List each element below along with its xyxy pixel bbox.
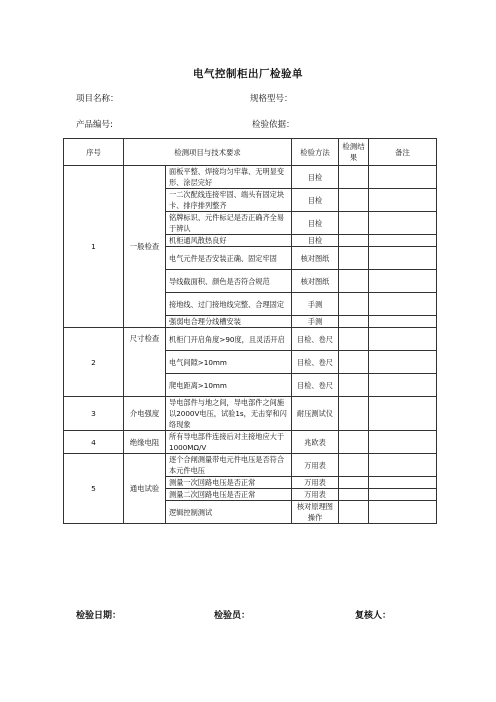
result-cell[interactable] [339, 374, 369, 397]
group-no: 5 [64, 454, 124, 524]
result-cell[interactable] [339, 293, 369, 316]
group-name: 介电强度 [124, 397, 166, 431]
header-result: 检测结果 [339, 139, 369, 166]
item-requirement: 爬电距离>10mm [166, 374, 292, 397]
item-method: 万用表 [292, 489, 339, 501]
remark-cell[interactable] [369, 166, 437, 189]
item-method: 目检 [292, 235, 339, 247]
page-title: 电气控制柜出厂检验单 [193, 68, 303, 80]
group-name: 一般检查 [124, 166, 166, 328]
result-cell[interactable] [339, 489, 369, 501]
model-spec-label: 规格型号： [250, 94, 293, 104]
item-requirement: 强弱电合理分线槽安装 [166, 316, 292, 328]
result-cell[interactable] [339, 270, 369, 293]
remark-cell[interactable] [369, 316, 437, 328]
item-requirement: 逻辑控制测试 [166, 501, 292, 524]
result-cell[interactable] [339, 328, 369, 351]
item-method: 目检 [292, 189, 339, 212]
item-method: 万用表 [292, 454, 339, 477]
item-requirement: 面板平整、焊接均匀牢靠、无明显变形、涂层完好 [166, 166, 292, 189]
item-method: 万用表 [292, 477, 339, 489]
item-requirement: 机柜门开启角度>90度，且灵活开启 [166, 328, 292, 351]
header-item-requirement: 检测项目与技术要求 [124, 139, 292, 166]
item-requirement: 逐个合闸测量带电元件电压是否符合本元件电压 [166, 454, 292, 477]
inspection-date-label: 检验日期： [76, 611, 122, 621]
item-method: 手测 [292, 316, 339, 328]
item-method: 核对图纸 [292, 270, 339, 293]
remark-cell[interactable] [369, 477, 437, 489]
header-no: 序号 [64, 139, 124, 166]
item-method: 目检 [292, 212, 339, 235]
group-name: 通电试验 [124, 454, 166, 524]
inspector-label: 检验员： [214, 611, 251, 621]
result-cell[interactable] [339, 166, 369, 189]
result-cell[interactable] [339, 235, 369, 247]
remark-cell[interactable] [369, 397, 437, 431]
item-method: 目检、卷尺 [292, 374, 339, 397]
result-cell[interactable] [339, 212, 369, 235]
table-row [64, 397, 437, 431]
table-row [64, 328, 437, 351]
item-requirement: 所有导电部件连接后对主接地应大于1000ΜΩ/V [166, 431, 292, 454]
reviewer-label: 复核人： [355, 611, 392, 621]
remark-cell[interactable] [369, 328, 437, 351]
remark-cell[interactable] [369, 270, 437, 293]
remark-cell[interactable] [369, 501, 437, 524]
result-cell[interactable] [339, 454, 369, 477]
item-requirement: 导线截面积、颜色是否符合规范 [166, 270, 292, 293]
result-cell[interactable] [339, 316, 369, 328]
remark-cell[interactable] [369, 189, 437, 212]
project-name-field [76, 92, 119, 104]
group-name: 尺寸检查 [124, 328, 166, 397]
remark-cell[interactable] [369, 374, 437, 397]
group-no: 1 [64, 166, 124, 328]
remark-cell[interactable] [369, 454, 437, 477]
result-cell[interactable] [339, 477, 369, 489]
item-requirement: 接地线、过门接地线完整、合理固定 [166, 293, 292, 316]
remark-cell[interactable] [369, 293, 437, 316]
remark-cell[interactable] [369, 489, 437, 501]
remark-cell[interactable] [369, 235, 437, 247]
result-cell[interactable] [339, 431, 369, 454]
header-method: 检验方法 [292, 139, 339, 166]
item-method: 目检、卷尺 [292, 351, 339, 374]
item-requirement: 测量二次回路电压是否正常 [166, 489, 292, 501]
inspection-basis-field [252, 118, 295, 130]
product-no-field [76, 118, 113, 130]
table-row [64, 166, 437, 189]
table-header-row [64, 139, 437, 166]
item-requirement: 电气间隙>10mm [166, 351, 292, 374]
item-requirement: 一二次配线连接牢固、端头有固定块卡、排序排列整齐 [166, 189, 292, 212]
header-remark: 备注 [369, 139, 437, 166]
result-cell[interactable] [339, 397, 369, 431]
inspection-basis-label: 检验依据： [252, 120, 295, 130]
product-no-label: 产品编号: [76, 120, 113, 130]
group-no: 3 [64, 397, 124, 431]
item-requirement: 测量一次回路电压是否正常 [166, 477, 292, 489]
remark-cell[interactable] [369, 351, 437, 374]
item-method: 耐压测试仪 [292, 397, 339, 431]
item-requirement: 铭牌标识、元件标记是否正确齐全易于辨认 [166, 212, 292, 235]
item-method: 目检 [292, 166, 339, 189]
inspection-table [63, 138, 437, 524]
group-name: 绝缘电阻 [124, 431, 166, 454]
item-requirement: 电气元件是否安装正确、固定牢固 [166, 247, 292, 270]
group-no: 4 [64, 431, 124, 454]
project-name-label: 项目名称： [76, 94, 119, 104]
table-row [64, 431, 437, 454]
remark-cell[interactable] [369, 247, 437, 270]
remark-cell[interactable] [369, 212, 437, 235]
item-method: 核对图纸 [292, 247, 339, 270]
item-requirement: 导电部件与地之间，导电部件之间施以2000V电压，试验1s，无击穿和闪络现象 [166, 397, 292, 431]
remark-cell[interactable] [369, 431, 437, 454]
item-method: 核对原理图操作 [292, 501, 339, 524]
item-requirement: 机柜通风散热良好 [166, 235, 292, 247]
item-method: 兆欧表 [292, 431, 339, 454]
result-cell[interactable] [339, 501, 369, 524]
result-cell[interactable] [339, 351, 369, 374]
result-cell[interactable] [339, 189, 369, 212]
model-spec-field [250, 92, 293, 104]
result-cell[interactable] [339, 247, 369, 270]
item-method: 目检、卷尺 [292, 328, 339, 351]
table-row [64, 454, 437, 477]
item-method: 手测 [292, 293, 339, 316]
group-no: 2 [64, 328, 124, 397]
